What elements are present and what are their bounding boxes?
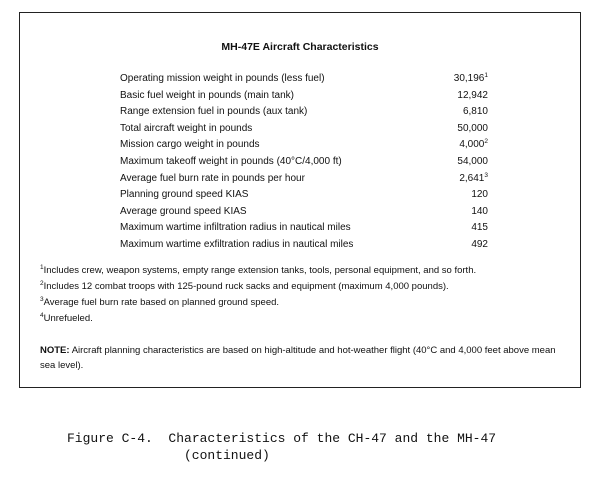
table-row	[120, 137, 540, 154]
footnote-mark: 3	[484, 171, 488, 179]
characteristics-rows	[120, 71, 540, 254]
row-value: 50,000	[457, 122, 488, 134]
row-label: Maximum takeoff weight in pounds (40°C/4,000 ft)	[120, 155, 342, 167]
row-value: 6,810	[462, 106, 488, 118]
table-row	[120, 171, 540, 188]
row-value: 492	[471, 238, 488, 250]
table-row	[120, 121, 540, 138]
footnote: $^3$Average fuel burn rate based on planned ground speed.	[40, 296, 280, 308]
caption-line-2: (continued)	[184, 448, 270, 463]
table-row	[120, 237, 540, 254]
table-row	[120, 204, 540, 221]
row-label: Average fuel burn rate in pounds per hour	[120, 172, 305, 184]
row-value: 54,000	[457, 155, 488, 167]
row-label: Operating mission weight in pounds (less fuel)	[120, 73, 325, 84]
row-value: 415	[471, 222, 488, 234]
note-label: NOTE:	[40, 345, 70, 356]
note-text: Aircraft planning characteristics are based on high-altitude and hot-weather flight (40°C and 4,000 feet above mean sea level).	[40, 345, 556, 371]
row-value: 140	[471, 205, 488, 217]
table-row	[120, 88, 540, 105]
row-value: 12,942	[457, 89, 488, 101]
footnotes	[40, 263, 560, 327]
figure-caption	[67, 430, 587, 464]
row-label: Planning ground speed KIAS	[120, 189, 249, 201]
row-label: Range extension fuel in pounds (aux tank)	[120, 106, 308, 118]
footnote-mark: 2	[484, 138, 488, 146]
table-title: MH-47E Aircraft Characteristics	[221, 41, 379, 53]
footnote: $^4$Unrefueled.	[40, 312, 93, 324]
row-value: 120	[471, 189, 488, 201]
footnote-mark: 1	[484, 72, 488, 79]
row-value: 30,196$^1$	[453, 72, 488, 84]
table-row	[120, 187, 540, 204]
row-label: Average ground speed KIAS	[120, 205, 247, 217]
row-label: Basic fuel weight in pounds (main tank)	[120, 89, 294, 101]
table-row	[120, 220, 540, 237]
table-row	[120, 71, 540, 88]
row-label: Maximum wartime infiltration radius in nautical miles	[120, 222, 351, 234]
row-value: 2,641$^3$	[459, 171, 488, 184]
row-value: 4,000$^2$	[459, 138, 488, 151]
table-row	[120, 154, 540, 171]
row-label: Total aircraft weight in pounds	[120, 122, 253, 134]
row-label: Maximum wartime exfiltration radius in nautical miles	[120, 238, 354, 250]
row-label: Mission cargo weight in pounds	[120, 139, 260, 151]
caption-line-1: Figure C-4. Characteristics of the CH-47 and the MH-47	[67, 431, 497, 446]
planning-note	[40, 343, 570, 373]
footnote: $^1$Includes crew, weapon systems, empty range extension tanks, tools, personal equipment, and so forth.	[40, 264, 477, 276]
characteristics-table-frame	[19, 12, 581, 388]
footnote: $^2$Includes 12 combat troops with 125-pound ruck sacks and equipment (maximum 4,000 pounds).	[40, 280, 449, 292]
table-row	[120, 104, 540, 121]
